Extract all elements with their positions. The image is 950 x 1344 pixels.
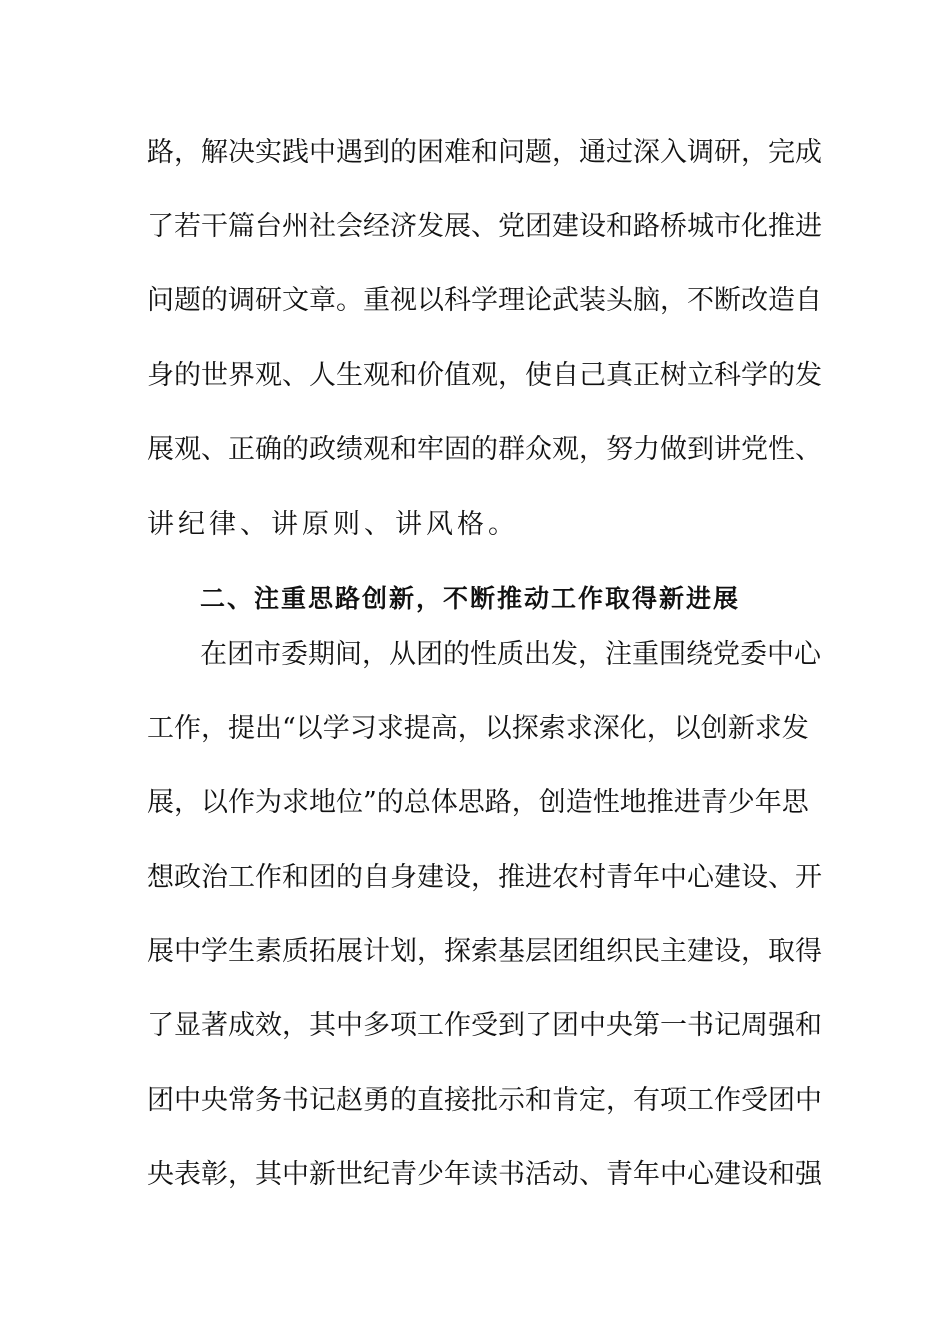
- paragraph-2-line-4: 想政治工作和团的自身建设，推进农村青年中心建设、开: [147, 862, 822, 893]
- paragraph-1-line-2: 了若干篇台州社会经济发展、党团建设和路桥城市化推进: [147, 211, 822, 242]
- paragraph-2-line-6: 了显著成效，其中多项工作受到了团中央第一书记周强和: [147, 1010, 822, 1041]
- paragraph-1-line-1: 路，解决实践中遇到的困难和问题，通过深入调研，完成: [147, 137, 822, 168]
- paragraph-2-line-5: 展中学生素质拓展计划，探索基层团组织民主建设，取得: [147, 936, 822, 967]
- paragraph-2-line-2: 工作，提出“以学习求提高，以探索求深化，以创新求发: [147, 713, 809, 744]
- paragraph-1-line-6: 讲纪律、讲原则、讲风格。: [147, 509, 519, 540]
- section-heading: 二、注重思路创新，不断推动工作取得新进展: [200, 584, 741, 613]
- paragraph-2-line-3: 展，以作为求地位”的总体思路，创造性地推进青少年思: [147, 787, 809, 818]
- paragraph-1-line-3: 问题的调研文章。重视以科学理论武装头脑，不断改造自: [147, 285, 822, 316]
- paragraph-2-line-7: 团中央常务书记赵勇的直接批示和肯定，有项工作受团中: [147, 1085, 822, 1116]
- paragraph-1-line-5: 展观、正确的政绩观和牢固的群众观，努力做到讲党性、: [147, 434, 822, 465]
- paragraph-1-line-4: 身的世界观、人生观和价值观，使自己真正树立科学的发: [147, 360, 822, 391]
- paragraph-2-line-8: 央表彰，其中新世纪青少年读书活动、青年中心建设和强: [147, 1159, 822, 1190]
- paragraph-2-line-1: 在团市委期间，从团的性质出发，注重围绕党委中心: [200, 639, 821, 670]
